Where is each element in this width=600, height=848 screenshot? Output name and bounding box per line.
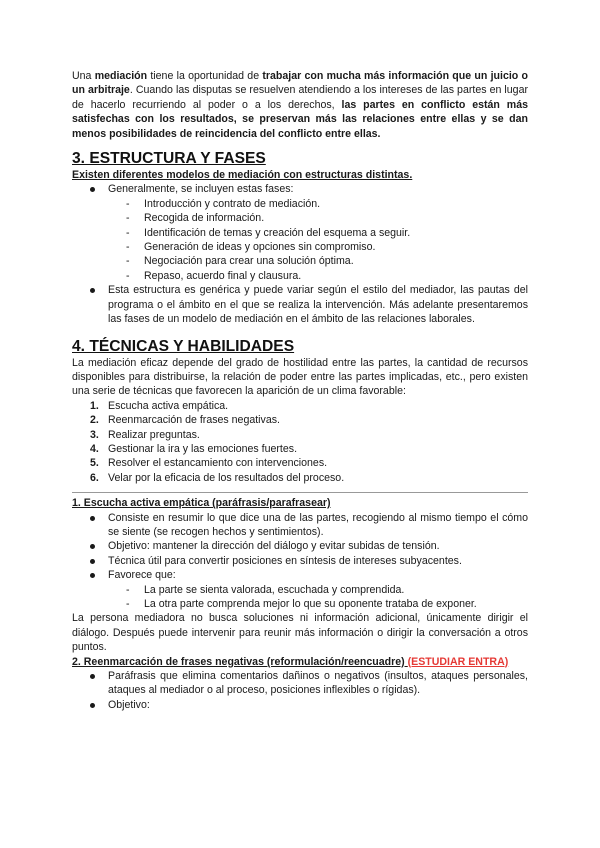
phase-item: - Generación de ideas y opciones sin compromiso. [144, 240, 528, 254]
escucha-sublist [108, 583, 528, 612]
list-item: Esta estructura es genérica y puede variar según el estilo del mediador, las pautas del programa o el ámbito en el que se realiza la intervención. Más adelante presentaremos las fases de un modelo de mediación en el ámbito de las relaciones laborales. [108, 284, 528, 326]
phase-item: - Negociación para crear una solución óptima. [144, 254, 528, 268]
technique-text: Gestionar la ira y las emociones fuertes. [108, 442, 298, 455]
section-3-subtitle: Existen diferentes modelos de mediación con estructuras distintas. [72, 169, 413, 182]
technique-text: Velar por la eficacia de los resultados del proceso. [108, 471, 345, 484]
list-number: 2. [90, 414, 99, 427]
sub-item: - La parte se sienta valorada, escuchada y comprendida. [144, 583, 528, 597]
bullet-text: Favorece que: [108, 569, 176, 582]
sub-item: - La otra parte comprenda mejor lo que su oponente trataba de exponer. [144, 597, 528, 611]
list-item: Consiste en resumir lo que dice una de las partes, recogiendo al mismo tiempo el cómo se siente (se recogen hechos y sentimientos). [108, 511, 528, 538]
technique-item [90, 413, 528, 427]
escucha-heading: 1. Escucha activa empática (paráfrasis/parafrasear) [72, 497, 331, 510]
section-3-heading: 3. ESTRUCTURA Y FASES [72, 150, 266, 168]
phase-item: - Introducción y contrato de mediación. [144, 197, 528, 211]
techniques-list [72, 399, 528, 485]
intro-text: Una [72, 70, 95, 82]
study-note: (ESTUDIAR ENTRA) [407, 655, 509, 668]
technique-item [90, 471, 528, 485]
list-item: Técnica útil para convertir posiciones en síntesis de intereses subyacentes. [108, 554, 528, 568]
technique-text: Escucha activa empática. [108, 399, 229, 412]
list-number: 3. [90, 428, 99, 441]
section-4-intro: La mediación eficaz depende del grado de hostilidad entre las partes, la cantidad de recursos disponibles para distribuirse, la relación de poder entre las partes implicadas, etc., pero existen una serie de técnicas que favorecen la aparición de un clima favorable: [72, 356, 528, 398]
list-item: Objetivo: mantener la dirección del diálogo y evitar subidas de tensión. [108, 539, 528, 553]
list-number: 4. [90, 442, 99, 455]
escucha-paragraph: La persona mediadora no busca soluciones ni información adicional, únicamente dirigir el diálogo. Después puede intervenir para reunir más información o dirigir la conversación a otros puntos. [72, 612, 528, 654]
technique-text: Reenmarcación de frases negativas. [108, 414, 280, 427]
technique-item [90, 428, 528, 442]
list-item [108, 182, 528, 283]
technique-item [90, 456, 528, 470]
intro-bold: trabajar con mucha más información que un juicio o un arbitraje [72, 70, 528, 97]
intro-text: . Cuando las disputas se resuelven atendiendo a los intereses de las partes en lugar de hacerlo recurriendo al poder o a los derechos, [72, 84, 528, 111]
technique-item [90, 399, 528, 413]
technique-text: Realizar preguntas. [108, 428, 200, 441]
technique-item [90, 442, 528, 456]
intro-bold: las partes en conflicto están más satisfechas con los resultados, se preservan más las relaciones entre ellas y se dan menos posibilidades de reincidencia del conflicto entre ellas. [72, 98, 528, 140]
phase-item: - Identificación de temas y creación del esquema a seguir. [144, 226, 528, 240]
list-number: 6. [90, 471, 99, 484]
escucha-bullets [72, 511, 528, 612]
section-3-bullets [72, 182, 528, 326]
reenmarcacion-title: 2. Reenmarcación de frases negativas (reformulación/reencuadre) [72, 655, 408, 668]
technique-text: Resolver el estancamiento con intervenciones. [108, 457, 328, 470]
phase-item: - Recogida de información. [144, 211, 528, 225]
phase-item: - Repaso, acuerdo final y clausura. [144, 269, 528, 283]
list-item: Paráfrasis que elimina comentarios dañinos o negativos (insultos, ataques personales, ataques al mediador o al proceso, posiciones inflexibles o rígidas). [108, 670, 528, 697]
phases-list [108, 197, 528, 283]
intro-bold: mediación [94, 70, 148, 82]
section-4-heading: 4. TÉCNICAS Y HABILIDADES [72, 337, 295, 355]
document-content [72, 69, 528, 712]
list-number: 1. [90, 399, 99, 412]
reenmarcacion-heading [72, 655, 528, 669]
list-item: Objetivo: [108, 698, 528, 712]
horizontal-divider [72, 492, 528, 493]
intro-text: tiene la oportunidad de [147, 70, 263, 82]
reenmarcacion-bullets [72, 669, 528, 712]
bullet-text: Generalmente, se incluyen estas fases: [108, 183, 294, 196]
list-item [108, 568, 528, 611]
list-number: 5. [90, 457, 99, 470]
intro-paragraph [72, 69, 528, 141]
